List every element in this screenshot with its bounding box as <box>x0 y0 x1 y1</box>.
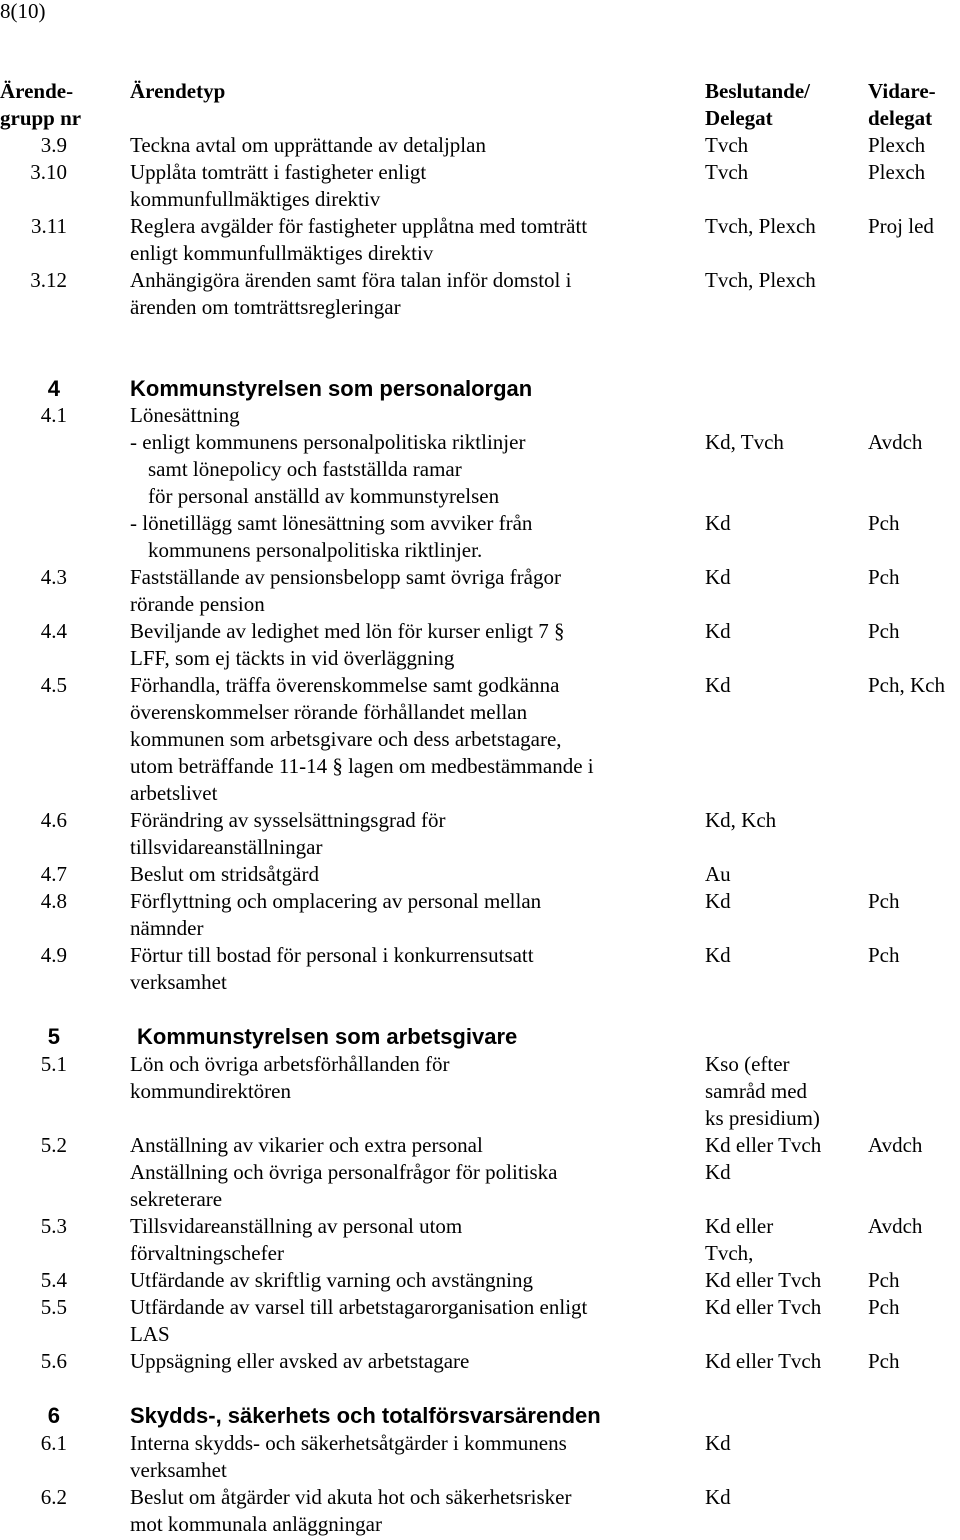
row-beslutande: Kd eller Tvch <box>705 1349 822 1373</box>
row-beslutande: Kd <box>705 565 731 589</box>
row-beslutande: Kd, Kch <box>705 808 777 832</box>
row-text: Anställning av vikarier och extra personal <box>130 1133 483 1157</box>
row-text: Lönesättning <box>130 403 240 427</box>
header-vidare-line1: Vidare- <box>868 79 936 103</box>
row-text: sekreterare <box>130 1187 223 1211</box>
row-beslutande: Kd <box>705 1485 731 1509</box>
row-nr: 5.4 <box>40 1268 67 1292</box>
row-beslutande: ks presidium) <box>705 1106 820 1130</box>
row-nr: 5.1 <box>40 1052 67 1076</box>
row-text: Lön och övriga arbetsförhållanden för <box>130 1052 450 1076</box>
row-nr: 4.1 <box>40 403 67 427</box>
header-nr-line2: grupp nr <box>0 106 82 130</box>
row-vidare: Pch <box>868 1295 900 1319</box>
row-text: Beslut om stridsåtgärd <box>130 862 319 886</box>
row-beslutande: Kd, Tvch <box>705 430 784 454</box>
row-beslutande: Kso (efter <box>705 1052 790 1076</box>
row-nr: 5.6 <box>40 1349 67 1373</box>
row-vidare: Plexch <box>868 133 926 157</box>
row-text: enligt kommunfullmäktiges direktiv <box>130 241 434 265</box>
row-beslutande: Kd eller Tvch <box>705 1133 822 1157</box>
row-text: utom beträffande 11-14 § lagen om medbestämmande i <box>130 754 594 778</box>
row-vidare: Pch, Kch <box>868 673 945 697</box>
section-title: Skydds-, säkerhets och totalförsvarsärenden <box>130 1403 601 1428</box>
row-text: Fastställande av pensionsbelopp samt övriga frågor <box>130 565 561 589</box>
row-text: arbetslivet <box>130 781 218 805</box>
row-beslutande: Kd <box>705 943 731 967</box>
row-nr: 5.5 <box>40 1295 67 1319</box>
row-text: verksamhet <box>130 970 227 994</box>
row-beslutande: Tvch, Plexch <box>705 268 816 292</box>
header-beslutande-line2: Delegat <box>705 106 773 130</box>
row-text: Anhängigöra ärenden samt föra talan inför domstol i <box>130 268 572 292</box>
row-text: Teckna avtal om upprättande av detaljplan <box>130 133 486 157</box>
row-nr: 3.11 <box>31 214 67 238</box>
row-beslutande: Kd <box>705 1160 731 1184</box>
row-text: Utfärdande av skriftlig varning och avstängning <box>130 1268 533 1292</box>
row-text: samt lönepolicy och fastställda ramar <box>148 457 462 481</box>
row-beslutande: samråd med <box>705 1079 808 1103</box>
row-text: förvaltningschefer <box>130 1241 284 1265</box>
row-beslutande: Au <box>705 862 731 886</box>
row-vidare: Pch <box>868 565 900 589</box>
row-beslutande: Kd <box>705 889 731 913</box>
section-number: 5 <box>47 1024 60 1049</box>
row-vidare: Avdch <box>868 430 923 454</box>
row-text: nämnder <box>130 916 204 940</box>
row-text: Utfärdande av varsel till arbetstagarorganisation enligt <box>130 1295 588 1319</box>
row-nr: 4.9 <box>40 943 67 967</box>
row-text: Tillsvidareanställning av personal utom <box>130 1214 463 1238</box>
page-number: 8(10) <box>0 0 46 23</box>
row-vidare: Pch <box>868 1349 900 1373</box>
row-text: kommunens personalpolitiska riktlinjer. <box>148 538 483 562</box>
row-nr: 4.6 <box>40 808 67 832</box>
row-beslutande: Kd eller Tvch <box>705 1295 822 1319</box>
row-nr: 5.2 <box>40 1133 67 1157</box>
row-text: kommunfullmäktiges direktiv <box>130 187 381 211</box>
row-text: Uppsägning eller avsked av arbetstagare <box>130 1349 470 1373</box>
row-beslutande: Tvch, <box>705 1241 754 1265</box>
row-vidare: Proj led <box>868 214 934 238</box>
row-nr: 3.9 <box>40 133 67 157</box>
row-beslutande: Kd <box>705 511 731 535</box>
row-vidare: Avdch <box>868 1214 923 1238</box>
row-nr: 4.8 <box>40 889 67 913</box>
section-number: 6 <box>47 1403 60 1428</box>
row-beslutande: Kd <box>705 1431 731 1455</box>
row-text: överenskommelser rörande förhållandet mellan <box>130 700 528 724</box>
row-nr: 6.2 <box>40 1485 67 1509</box>
row-text: Interna skydds- och säkerhetsåtgärder i kommunens <box>130 1431 567 1455</box>
row-beslutande: Kd eller Tvch <box>705 1268 822 1292</box>
row-text: kommunen som arbetsgivare och dess arbetstagare, <box>130 727 562 751</box>
row-nr: 4.3 <box>40 565 67 589</box>
row-text: Förändring av sysselsättningsgrad för <box>130 808 446 832</box>
row-vidare: Pch <box>868 1268 900 1292</box>
row-vidare: Pch <box>868 889 900 913</box>
row-text: Beviljande av ledighet med lön för kurser enligt 7 § <box>130 619 565 643</box>
row-text: LAS <box>130 1322 170 1346</box>
row-vidare: Avdch <box>868 1133 923 1157</box>
row-beslutande: Tvch <box>705 133 749 157</box>
row-text: Förhandla, träffa överenskommelse samt godkänna <box>130 673 560 697</box>
row-text: verksamhet <box>130 1458 227 1482</box>
row-beslutande: Kd <box>705 619 731 643</box>
row-vidare: Plexch <box>868 160 926 184</box>
row-nr: 3.10 <box>30 160 67 184</box>
row-text: rörande pension <box>130 592 265 616</box>
row-text: LFF, som ej täckts in vid överläggning <box>130 646 455 670</box>
row-text: - lönetillägg samt lönesättning som avviker från <box>130 511 533 535</box>
row-text: Beslut om åtgärder vid akuta hot och säkerhetsrisker <box>130 1485 572 1509</box>
row-text: ärenden om tomträttsregleringar <box>130 295 401 319</box>
row-text: Förflyttning och omplacering av personal mellan <box>130 889 542 913</box>
row-text: Anställning och övriga personalfrågor för politiska <box>130 1160 558 1184</box>
row-nr: 4.7 <box>40 862 67 886</box>
row-vidare: Pch <box>868 943 900 967</box>
row-text: för personal anställd av kommunstyrelsen <box>148 484 500 508</box>
row-beslutande: Kd <box>705 673 731 697</box>
row-nr: 6.1 <box>40 1431 67 1455</box>
header-vidare-line2: delegat <box>868 106 933 130</box>
header-nr-line1: Ärende- <box>0 79 74 103</box>
row-text: Upplåta tomträtt i fastigheter enligt <box>130 160 427 184</box>
row-nr: 5.3 <box>40 1214 67 1238</box>
row-nr: 4.4 <box>40 619 67 643</box>
row-text: Förtur till bostad för personal i konkurrensutsatt <box>130 943 534 967</box>
row-vidare: Pch <box>868 511 900 535</box>
header-beslutande-line1: Beslutande/ <box>705 79 811 103</box>
row-text: kommundirektören <box>130 1079 291 1103</box>
row-nr: 4.5 <box>40 673 67 697</box>
row-text: - enligt kommunens personalpolitiska riktlinjer <box>130 430 526 454</box>
section-title: Kommunstyrelsen som arbetsgivare <box>137 1024 518 1049</box>
row-beslutande: Tvch <box>705 160 749 184</box>
row-text: Reglera avgälder för fastigheter upplåtna med tomträtt <box>130 214 588 238</box>
row-nr: 3.12 <box>30 268 67 292</box>
row-beslutande: Tvch, Plexch <box>705 214 816 238</box>
row-vidare: Pch <box>868 619 900 643</box>
section-number: 4 <box>47 376 60 401</box>
row-text: tillsvidareanställningar <box>130 835 323 859</box>
row-text: mot kommunala anläggningar <box>130 1512 382 1536</box>
section-title: Kommunstyrelsen som personalorgan <box>130 376 533 401</box>
header-type: Ärendetyp <box>130 79 226 103</box>
row-beslutande: Kd eller <box>705 1214 774 1238</box>
